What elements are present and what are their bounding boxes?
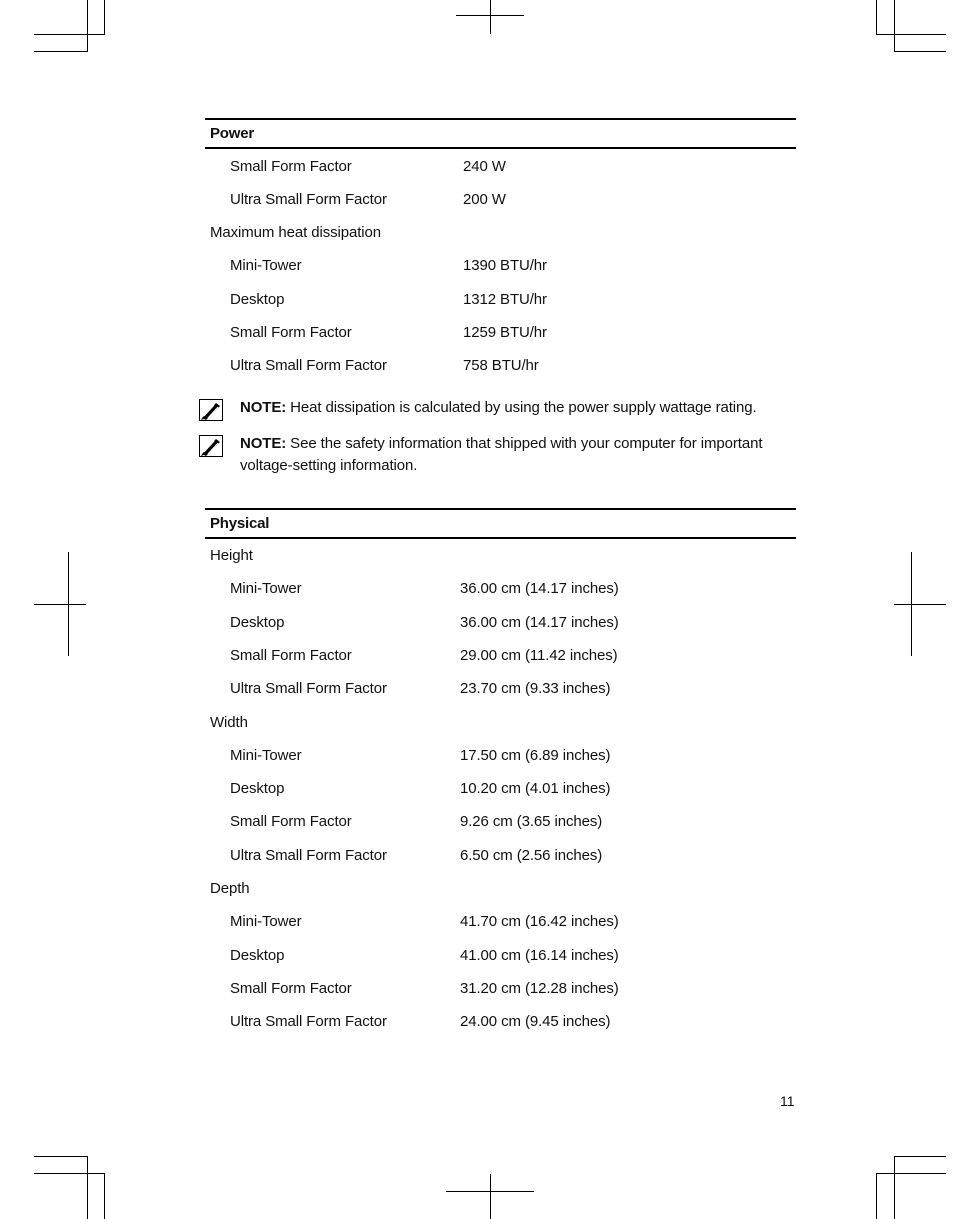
spec-value: 10.20 cm (4.01 inches) bbox=[460, 780, 611, 798]
spec-label: Small Form Factor bbox=[230, 323, 352, 341]
spec-row bbox=[205, 905, 796, 938]
physical-section bbox=[205, 508, 796, 1039]
spec-row bbox=[205, 249, 796, 282]
spec-row bbox=[205, 1005, 796, 1038]
spec-label: Desktop bbox=[230, 946, 285, 964]
spec-label: Mini-Tower bbox=[230, 257, 302, 275]
spec-row bbox=[205, 150, 796, 183]
spec-row bbox=[205, 639, 796, 672]
spec-value: 9.26 cm (3.65 inches) bbox=[460, 813, 603, 831]
note-text: Heat dissipation is calculated by using the power supply wattage rating. bbox=[290, 398, 757, 416]
spec-label: Depth bbox=[210, 880, 250, 898]
spec-group-row bbox=[205, 706, 796, 739]
spec-value: 24.00 cm (9.45 inches) bbox=[460, 1013, 611, 1031]
physical-section-header: Physical bbox=[205, 508, 796, 539]
spec-row bbox=[205, 183, 796, 216]
spec-value: 240 W bbox=[463, 157, 506, 175]
note-label: NOTE: bbox=[240, 434, 287, 452]
spec-value: 758 BTU/hr bbox=[463, 357, 539, 375]
note-text: See the safety information that shipped with your computer for important voltage-setting information. bbox=[240, 434, 763, 474]
spec-group-row bbox=[205, 872, 796, 905]
note-safety-information bbox=[205, 433, 785, 477]
spec-label: Width bbox=[210, 713, 248, 731]
spec-row bbox=[205, 972, 796, 1005]
spec-value: 41.00 cm (16.14 inches) bbox=[460, 946, 619, 964]
spec-value: 31.20 cm (12.28 inches) bbox=[460, 979, 619, 997]
spec-label: Small Form Factor bbox=[230, 813, 352, 831]
spec-content bbox=[205, 118, 796, 1039]
spec-row bbox=[205, 939, 796, 972]
spec-row bbox=[205, 572, 796, 605]
spec-label: Mini-Tower bbox=[230, 580, 302, 598]
spec-label: Height bbox=[210, 547, 253, 565]
spec-value: 1390 BTU/hr bbox=[463, 257, 547, 275]
spec-label: Mini-Tower bbox=[230, 746, 302, 764]
spec-value: 29.00 cm (11.42 inches) bbox=[460, 646, 618, 664]
power-section bbox=[205, 118, 796, 383]
note-label: NOTE: bbox=[240, 398, 287, 416]
spec-label: Desktop bbox=[230, 290, 285, 308]
spec-row bbox=[205, 672, 796, 705]
spec-row bbox=[205, 606, 796, 639]
spec-value: 6.50 cm (2.56 inches) bbox=[460, 846, 603, 864]
note-pencil-icon bbox=[199, 435, 223, 457]
note-pencil-icon bbox=[199, 399, 223, 421]
spec-value: 23.70 cm (9.33 inches) bbox=[460, 680, 611, 698]
spec-value: 36.00 cm (14.17 inches) bbox=[460, 580, 619, 598]
spec-row bbox=[205, 283, 796, 316]
spec-row bbox=[205, 772, 796, 805]
spec-label: Ultra Small Form Factor bbox=[230, 846, 387, 864]
spec-label: Small Form Factor bbox=[230, 979, 352, 997]
note-heat-dissipation bbox=[205, 397, 785, 419]
spec-group-row bbox=[205, 539, 796, 572]
spec-label: Small Form Factor bbox=[230, 646, 352, 664]
spec-value: 36.00 cm (14.17 inches) bbox=[460, 613, 619, 631]
spec-value: 200 W bbox=[463, 190, 506, 208]
spec-label: Ultra Small Form Factor bbox=[230, 1013, 387, 1031]
spec-label: Ultra Small Form Factor bbox=[230, 680, 387, 698]
page-number: 11 bbox=[780, 1093, 795, 1109]
spec-value: 1259 BTU/hr bbox=[463, 323, 547, 341]
spec-row bbox=[205, 839, 796, 872]
spec-group-row bbox=[205, 216, 796, 249]
spec-label: Mini-Tower bbox=[230, 913, 302, 931]
physical-rows bbox=[205, 539, 796, 1038]
spec-value: 1312 BTU/hr bbox=[463, 290, 547, 308]
spec-row bbox=[205, 805, 796, 838]
spec-label: Ultra Small Form Factor bbox=[230, 357, 387, 375]
spec-row bbox=[205, 739, 796, 772]
spec-label: Ultra Small Form Factor bbox=[230, 190, 387, 208]
spec-row bbox=[205, 349, 796, 382]
spec-label: Desktop bbox=[230, 613, 285, 631]
power-section-header: Power bbox=[205, 118, 796, 149]
spec-value: 41.70 cm (16.42 inches) bbox=[460, 913, 619, 931]
power-rows bbox=[205, 150, 796, 383]
spec-value: 17.50 cm (6.89 inches) bbox=[460, 746, 611, 764]
spec-label: Small Form Factor bbox=[230, 157, 352, 175]
spec-row bbox=[205, 316, 796, 349]
spec-label: Maximum heat dissipation bbox=[210, 224, 382, 242]
spec-label: Desktop bbox=[230, 780, 285, 798]
